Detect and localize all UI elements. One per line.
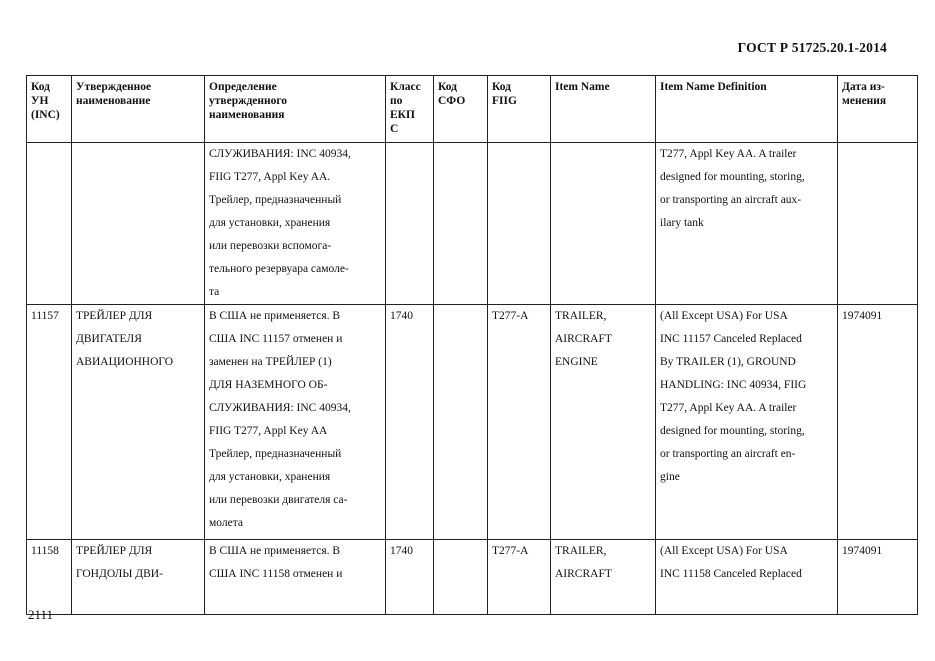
- class-cell: 1740: [386, 540, 434, 615]
- change-date-cell: [838, 143, 918, 305]
- header-text-line: наименования: [209, 109, 285, 121]
- header-text-line: Item Name: [555, 81, 610, 93]
- cell-text-line: для установки, хранения: [209, 471, 331, 483]
- document-title: ГОСТ Р 51725.20.1-2014: [737, 40, 887, 55]
- cell-text-line: ENGINE: [555, 356, 598, 368]
- inc-cell: [27, 143, 72, 305]
- item-definition-cell: [656, 305, 838, 540]
- cell-text-line: США INC 11157 отменен и: [209, 333, 343, 345]
- approved-name-cell: [72, 540, 205, 615]
- header-text-line: Код: [492, 81, 512, 93]
- cell-text-line: ГОНДОЛЫ ДВИ-: [76, 568, 163, 580]
- header-definition: [205, 76, 386, 143]
- fiig-cell: [488, 143, 551, 305]
- header-class: [386, 76, 434, 143]
- cell-text-line: HANDLING: INC 40934, FIIG: [660, 379, 807, 391]
- sfo-cell: [434, 305, 488, 540]
- cell-text-line: TRAILER,: [555, 545, 607, 557]
- cell-text-line: INC 11157 Canceled Replaced: [660, 333, 802, 345]
- header-text-line: УН: [31, 95, 49, 107]
- header-text-line: Утвержденное: [76, 81, 152, 93]
- fiig-cell: T277-A: [488, 540, 551, 615]
- header-row: [27, 76, 918, 143]
- header-text-line: Определение: [209, 81, 277, 93]
- cell-text-line: or transporting an aircraft en-: [660, 448, 796, 460]
- header-inc: [27, 76, 72, 143]
- cell-text-line: AIRCRAFT: [555, 333, 612, 345]
- header-fiig: [488, 76, 551, 143]
- header-text-line: наименование: [76, 95, 151, 107]
- cell-text-line: By TRAILER (1), GROUND: [660, 356, 796, 368]
- header-text-line: Код: [438, 81, 458, 93]
- table-row: [27, 305, 918, 540]
- cell-text-line: TRAILER,: [555, 310, 607, 322]
- item-name-cell: [551, 540, 656, 615]
- cell-text-line: АВИАЦИОННОГО: [76, 356, 174, 368]
- cell-text-line: тельного резервуара самоле-: [209, 263, 349, 275]
- header-text-line: Дата из-: [842, 81, 885, 93]
- cell-text-line: США INC 11158 отменен и: [209, 568, 343, 580]
- cell-text-line: ilary tank: [660, 217, 704, 229]
- cell-text-line: designed for mounting, storing,: [660, 425, 805, 437]
- cell-text-line: молета: [209, 517, 243, 529]
- cell-text-line: СЛУЖИВАНИЯ: INC 40934,: [209, 402, 351, 414]
- header-sfo: [434, 76, 488, 143]
- cell-text-line: или перевозки вспомога-: [209, 240, 332, 252]
- cell-text-line: СЛУЖИВАНИЯ: INC 40934,: [209, 148, 351, 160]
- page-number: 2111: [28, 607, 54, 622]
- sfo-cell: [434, 143, 488, 305]
- classification-table: [26, 75, 918, 615]
- header-text-line: (INC): [31, 109, 60, 121]
- cell-text-line: or transporting an aircraft aux-: [660, 194, 802, 206]
- definition-cell: [205, 305, 386, 540]
- change-date-cell: 1974091: [838, 305, 918, 540]
- cell-text-line: ДЛЯ НАЗЕМНОГО ОБ-: [209, 379, 328, 391]
- cell-text-line: В США не применяется. В: [209, 545, 341, 557]
- cell-text-line: gine: [660, 471, 680, 483]
- cell-text-line: для установки, хранения: [209, 217, 331, 229]
- cell-text-line: ТРЕЙЛЕР ДЛЯ: [76, 310, 153, 322]
- definition-cell: [205, 143, 386, 305]
- cell-text-line: Трейлер, предназначенный: [209, 194, 342, 206]
- cell-text-line: T277, Appl Key AA. A trailer: [660, 402, 797, 414]
- fiig-cell: T277-A: [488, 305, 551, 540]
- header-text-line: Класс: [390, 81, 421, 93]
- header-item-name-definition: [656, 76, 838, 143]
- cell-text-line: ТРЕЙЛЕР ДЛЯ: [76, 545, 153, 557]
- approved-name-cell: [72, 143, 205, 305]
- cell-text-line: та: [209, 286, 220, 298]
- sfo-cell: [434, 540, 488, 615]
- table-row: [27, 143, 918, 305]
- class-cell: [386, 143, 434, 305]
- cell-text-line: (All Except USA) For USA: [660, 310, 788, 322]
- approved-name-cell: [72, 305, 205, 540]
- change-date-cell: 1974091: [838, 540, 918, 615]
- header-text-line: утвержденного: [209, 95, 288, 107]
- item-definition-cell: [656, 540, 838, 615]
- header-text-line: по: [390, 95, 403, 107]
- item-name-cell: [551, 143, 656, 305]
- inc-cell: 11157: [27, 305, 72, 540]
- header-approved-name: [72, 76, 205, 143]
- cell-text-line: T277, Appl Key AA. A trailer: [660, 148, 797, 160]
- cell-text-line: или перевозки двигателя са-: [209, 494, 348, 506]
- cell-text-line: designed for mounting, storing,: [660, 171, 805, 183]
- cell-text-line: FIIG T277, Appl Key AA.: [209, 171, 331, 183]
- cell-text-line: ДВИГАТЕЛЯ: [76, 333, 142, 345]
- cell-text-line: заменен на ТРЕЙЛЕР (1): [209, 356, 332, 368]
- header-text-line: FIIG: [492, 95, 517, 107]
- header-text-line: Item Name Definition: [660, 81, 767, 93]
- item-definition-cell: [656, 143, 838, 305]
- cell-text-line: AIRCRAFT: [555, 568, 612, 580]
- header-item-name: [551, 76, 656, 143]
- definition-cell: [205, 540, 386, 615]
- class-cell: 1740: [386, 305, 434, 540]
- cell-text-line: Трейлер, предназначенный: [209, 448, 342, 460]
- header-text-line: СФО: [438, 95, 466, 107]
- cell-text-line: В США не применяется. В: [209, 310, 341, 322]
- cell-text-line: (All Except USA) For USA: [660, 545, 788, 557]
- header-text-line: менения: [842, 95, 887, 107]
- header-text-line: ЕКП: [390, 109, 415, 121]
- item-name-cell: [551, 305, 656, 540]
- header-change-date: [838, 76, 918, 143]
- cell-text-line: FIIG T277, Appl Key AA: [209, 425, 328, 437]
- header-text-line: С: [390, 123, 399, 135]
- inc-cell: 11158: [27, 540, 72, 615]
- header-text-line: Код: [31, 81, 51, 93]
- cell-text-line: INC 11158 Canceled Replaced: [660, 568, 802, 580]
- table-row: [27, 540, 918, 615]
